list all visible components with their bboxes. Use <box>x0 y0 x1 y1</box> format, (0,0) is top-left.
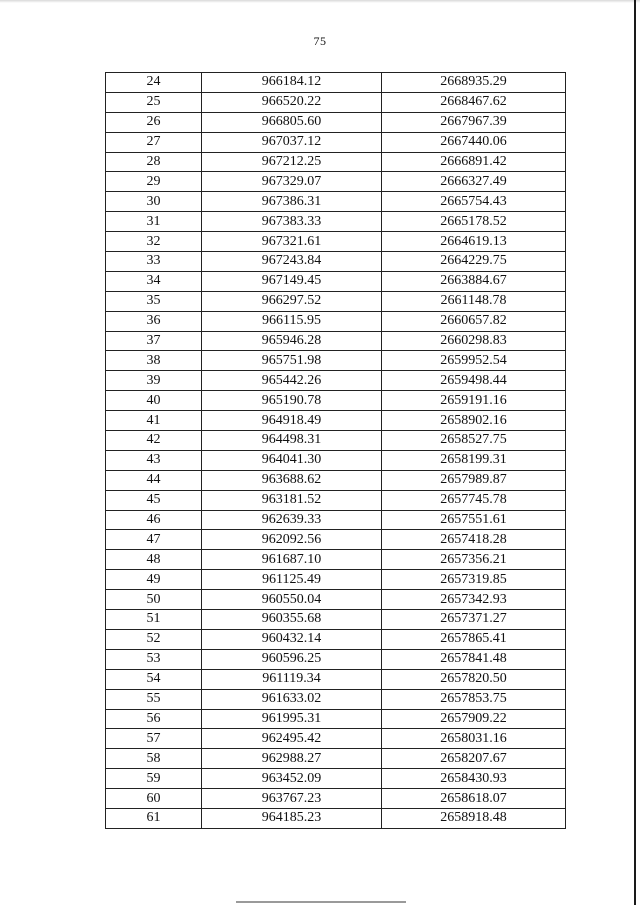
x-coordinate-cell: 962092.56 <box>202 530 382 550</box>
x-coordinate-cell: 967329.07 <box>202 172 382 192</box>
y-coordinate-cell: 2665754.43 <box>382 192 566 212</box>
table-row <box>106 351 566 371</box>
coordinates-table <box>105 72 566 829</box>
point-number-cell: 42 <box>106 431 202 451</box>
scan-right-edge <box>634 0 636 905</box>
y-coordinate-cell: 2657745.78 <box>382 490 566 510</box>
y-coordinate-cell: 2657865.41 <box>382 629 566 649</box>
y-coordinate-cell: 2657418.28 <box>382 530 566 550</box>
point-number-cell: 34 <box>106 271 202 291</box>
x-coordinate-cell: 965190.78 <box>202 391 382 411</box>
point-number-cell: 50 <box>106 590 202 610</box>
table-row <box>106 689 566 709</box>
x-coordinate-cell: 961119.34 <box>202 669 382 689</box>
y-coordinate-cell: 2658207.67 <box>382 749 566 769</box>
point-number-cell: 58 <box>106 749 202 769</box>
point-number-cell: 29 <box>106 172 202 192</box>
table-row <box>106 192 566 212</box>
table-row <box>106 311 566 331</box>
table-row <box>106 271 566 291</box>
x-coordinate-cell: 967243.84 <box>202 252 382 272</box>
point-number-cell: 57 <box>106 729 202 749</box>
y-coordinate-cell: 2660298.83 <box>382 331 566 351</box>
table-row <box>106 610 566 630</box>
table-row <box>106 550 566 570</box>
point-number-cell: 54 <box>106 669 202 689</box>
point-number-cell: 32 <box>106 232 202 252</box>
x-coordinate-cell: 962495.42 <box>202 729 382 749</box>
y-coordinate-cell: 2657909.22 <box>382 709 566 729</box>
y-coordinate-cell: 2666327.49 <box>382 172 566 192</box>
table-row <box>106 92 566 112</box>
y-coordinate-cell: 2657319.85 <box>382 570 566 590</box>
x-coordinate-cell: 963181.52 <box>202 490 382 510</box>
y-coordinate-cell: 2661148.78 <box>382 291 566 311</box>
x-coordinate-cell: 960550.04 <box>202 590 382 610</box>
table-row <box>106 470 566 490</box>
table-row <box>106 252 566 272</box>
x-coordinate-cell: 964498.31 <box>202 431 382 451</box>
y-coordinate-cell: 2668935.29 <box>382 73 566 93</box>
table-row <box>106 291 566 311</box>
x-coordinate-cell: 966805.60 <box>202 112 382 132</box>
point-number-cell: 43 <box>106 450 202 470</box>
table-row <box>106 649 566 669</box>
y-coordinate-cell: 2657841.48 <box>382 649 566 669</box>
x-coordinate-cell: 960355.68 <box>202 610 382 630</box>
table-row <box>106 590 566 610</box>
point-number-cell: 39 <box>106 371 202 391</box>
point-number-cell: 38 <box>106 351 202 371</box>
point-number-cell: 60 <box>106 789 202 809</box>
x-coordinate-cell: 967321.61 <box>202 232 382 252</box>
point-number-cell: 61 <box>106 808 202 828</box>
x-coordinate-cell: 965751.98 <box>202 351 382 371</box>
y-coordinate-cell: 2658031.16 <box>382 729 566 749</box>
x-coordinate-cell: 963767.23 <box>202 789 382 809</box>
table-row <box>106 629 566 649</box>
point-number-cell: 35 <box>106 291 202 311</box>
y-coordinate-cell: 2667967.39 <box>382 112 566 132</box>
point-number-cell: 48 <box>106 550 202 570</box>
x-coordinate-cell: 966520.22 <box>202 92 382 112</box>
point-number-cell: 46 <box>106 510 202 530</box>
y-coordinate-cell: 2665178.52 <box>382 212 566 232</box>
x-coordinate-cell: 962988.27 <box>202 749 382 769</box>
point-number-cell: 37 <box>106 331 202 351</box>
scan-top-edge <box>0 0 640 3</box>
y-coordinate-cell: 2658199.31 <box>382 450 566 470</box>
x-coordinate-cell: 967212.25 <box>202 152 382 172</box>
x-coordinate-cell: 964185.23 <box>202 808 382 828</box>
y-coordinate-cell: 2657551.61 <box>382 510 566 530</box>
y-coordinate-cell: 2664229.75 <box>382 252 566 272</box>
table-row <box>106 232 566 252</box>
table-row <box>106 371 566 391</box>
y-coordinate-cell: 2667440.06 <box>382 132 566 152</box>
table-row <box>106 490 566 510</box>
table-row <box>106 789 566 809</box>
table-row <box>106 530 566 550</box>
x-coordinate-cell: 967149.45 <box>202 271 382 291</box>
table-row <box>106 391 566 411</box>
point-number-cell: 33 <box>106 252 202 272</box>
x-coordinate-cell: 961687.10 <box>202 550 382 570</box>
x-coordinate-cell: 966115.95 <box>202 311 382 331</box>
y-coordinate-cell: 2658618.07 <box>382 789 566 809</box>
y-coordinate-cell: 2657356.21 <box>382 550 566 570</box>
page-number: 75 <box>313 34 327 48</box>
y-coordinate-cell: 2663884.67 <box>382 271 566 291</box>
x-coordinate-cell: 967037.12 <box>202 132 382 152</box>
x-coordinate-cell: 966297.52 <box>202 291 382 311</box>
point-number-cell: 30 <box>106 192 202 212</box>
table-row <box>106 808 566 828</box>
x-coordinate-cell: 965946.28 <box>202 331 382 351</box>
y-coordinate-cell: 2658430.93 <box>382 769 566 789</box>
point-number-cell: 41 <box>106 411 202 431</box>
table-row <box>106 431 566 451</box>
x-coordinate-cell: 961633.02 <box>202 689 382 709</box>
y-coordinate-cell: 2657371.27 <box>382 610 566 630</box>
table-row <box>106 709 566 729</box>
table-row <box>106 112 566 132</box>
point-number-cell: 36 <box>106 311 202 331</box>
x-coordinate-cell: 960432.14 <box>202 629 382 649</box>
table-row <box>106 729 566 749</box>
point-number-cell: 27 <box>106 132 202 152</box>
x-coordinate-cell: 967383.33 <box>202 212 382 232</box>
y-coordinate-cell: 2658902.16 <box>382 411 566 431</box>
y-coordinate-cell: 2660657.82 <box>382 311 566 331</box>
point-number-cell: 49 <box>106 570 202 590</box>
table-row <box>106 570 566 590</box>
y-coordinate-cell: 2664619.13 <box>382 232 566 252</box>
x-coordinate-cell: 963452.09 <box>202 769 382 789</box>
point-number-cell: 53 <box>106 649 202 669</box>
coordinates-table-body <box>106 73 566 829</box>
table-row <box>106 331 566 351</box>
x-coordinate-cell: 965442.26 <box>202 371 382 391</box>
x-coordinate-cell: 961995.31 <box>202 709 382 729</box>
x-coordinate-cell: 963688.62 <box>202 470 382 490</box>
x-coordinate-cell: 961125.49 <box>202 570 382 590</box>
point-number-cell: 31 <box>106 212 202 232</box>
x-coordinate-cell: 964918.49 <box>202 411 382 431</box>
point-number-cell: 59 <box>106 769 202 789</box>
x-coordinate-cell: 962639.33 <box>202 510 382 530</box>
point-number-cell: 47 <box>106 530 202 550</box>
y-coordinate-cell: 2658527.75 <box>382 431 566 451</box>
table-row <box>106 450 566 470</box>
table-row <box>106 669 566 689</box>
y-coordinate-cell: 2658918.48 <box>382 808 566 828</box>
point-number-cell: 44 <box>106 470 202 490</box>
y-coordinate-cell: 2668467.62 <box>382 92 566 112</box>
table-row <box>106 172 566 192</box>
y-coordinate-cell: 2659952.54 <box>382 351 566 371</box>
y-coordinate-cell: 2659191.16 <box>382 391 566 411</box>
point-number-cell: 40 <box>106 391 202 411</box>
point-number-cell: 25 <box>106 92 202 112</box>
table-row <box>106 769 566 789</box>
point-number-cell: 24 <box>106 73 202 93</box>
x-coordinate-cell: 964041.30 <box>202 450 382 470</box>
point-number-cell: 28 <box>106 152 202 172</box>
x-coordinate-cell: 967386.31 <box>202 192 382 212</box>
table-row <box>106 749 566 769</box>
table-row <box>106 212 566 232</box>
point-number-cell: 56 <box>106 709 202 729</box>
x-coordinate-cell: 960596.25 <box>202 649 382 669</box>
y-coordinate-cell: 2657989.87 <box>382 470 566 490</box>
point-number-cell: 52 <box>106 629 202 649</box>
y-coordinate-cell: 2657853.75 <box>382 689 566 709</box>
table-row <box>106 73 566 93</box>
point-number-cell: 45 <box>106 490 202 510</box>
table-row <box>106 152 566 172</box>
y-coordinate-cell: 2659498.44 <box>382 371 566 391</box>
x-coordinate-cell: 966184.12 <box>202 73 382 93</box>
y-coordinate-cell: 2657342.93 <box>382 590 566 610</box>
y-coordinate-cell: 2657820.50 <box>382 669 566 689</box>
table-row <box>106 510 566 530</box>
y-coordinate-cell: 2666891.42 <box>382 152 566 172</box>
point-number-cell: 26 <box>106 112 202 132</box>
table-row <box>106 411 566 431</box>
scan-bottom-mark <box>236 901 406 903</box>
table-row <box>106 132 566 152</box>
point-number-cell: 51 <box>106 610 202 630</box>
point-number-cell: 55 <box>106 689 202 709</box>
